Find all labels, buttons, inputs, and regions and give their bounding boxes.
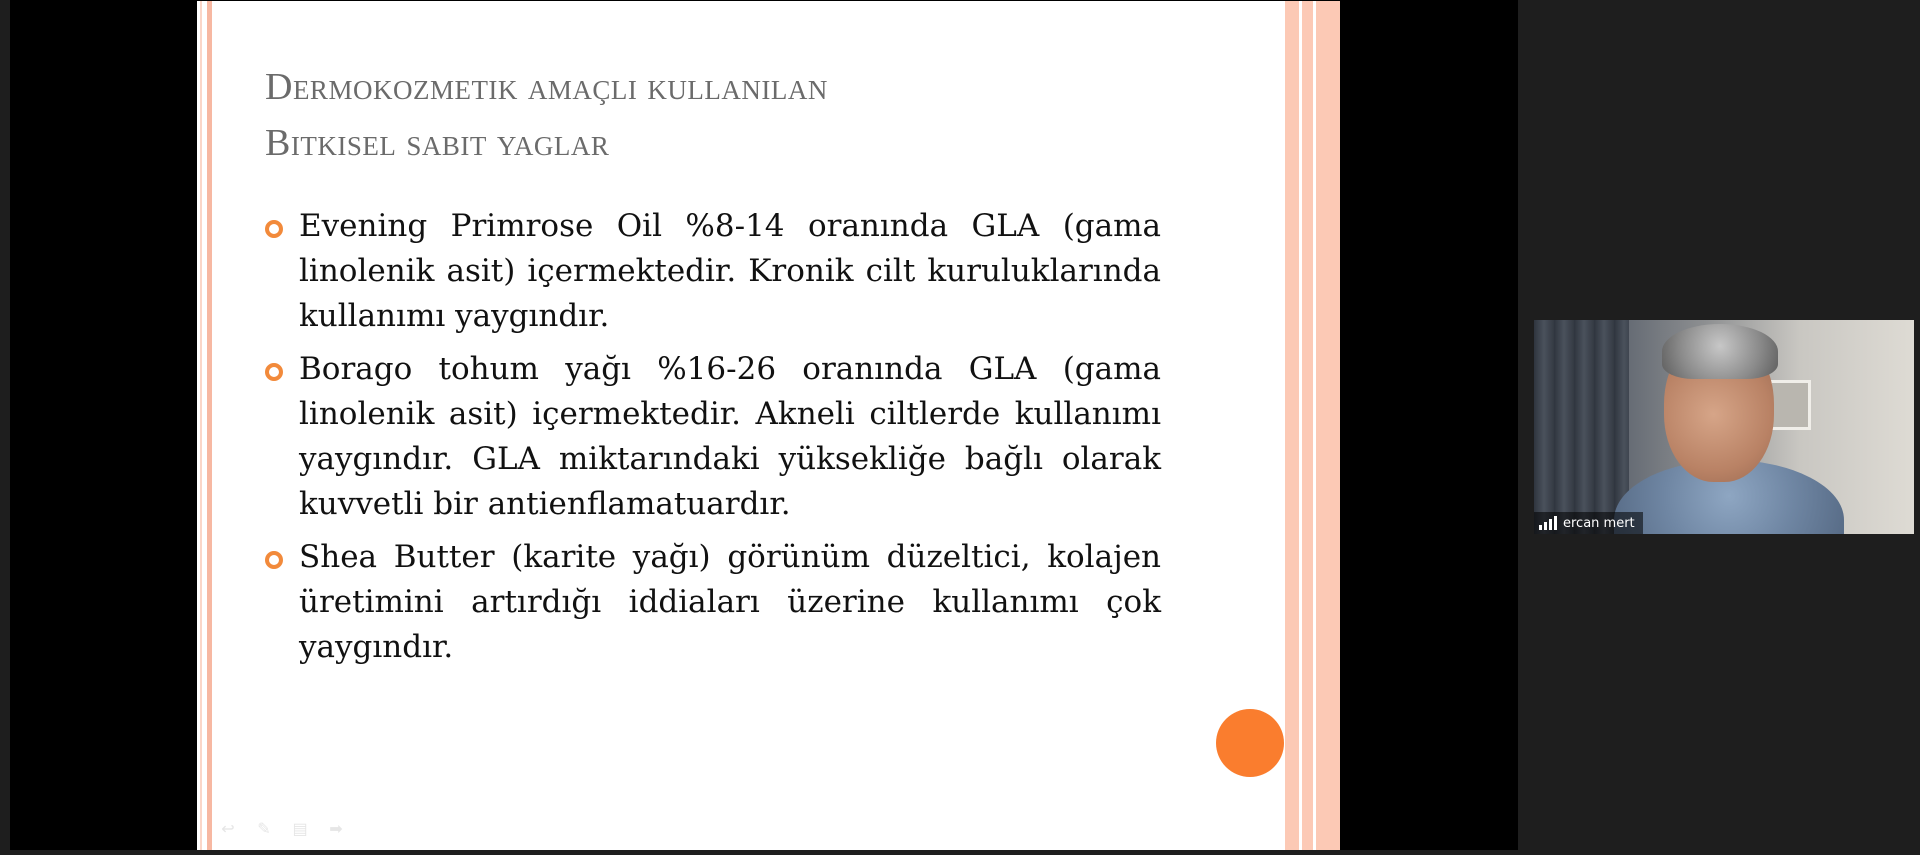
slide-right-band: [1285, 1, 1340, 850]
bullet-ring-icon: [265, 551, 283, 569]
decorative-circle: [1216, 709, 1284, 777]
bullet-item: [265, 204, 1161, 339]
back-arrow-icon[interactable]: ↩: [221, 821, 235, 838]
video-curtain: [1534, 320, 1629, 534]
slides-menu-icon[interactable]: ▤: [292, 821, 308, 838]
participant-hair: [1662, 324, 1778, 379]
band-stripe: [1313, 1, 1316, 850]
bullet-ring-icon: [265, 220, 283, 238]
bullet-item: [265, 347, 1161, 527]
slide-title: [265, 59, 1165, 171]
bullet-item: [265, 535, 1161, 670]
participant-name: ercan mert: [1563, 515, 1635, 531]
slide-controls: [217, 819, 347, 839]
slide-left-rule: [207, 1, 212, 850]
band-stripe: [1299, 1, 1302, 850]
pen-icon[interactable]: ✎: [257, 821, 271, 838]
screen-share-area: [10, 0, 1518, 850]
bullet-text: Borago tohum yağı %16-26 oranında GLA (gama linolenik asit) içermektedir. Akneli ciltlerde kullanımı yaygındır. GLA miktarındaki yüksekliğe bağlı olarak kuvvetli bir antienflamatuardır.: [299, 351, 1161, 522]
slide-title-line-1: Dermokozmetik amaçlı kullanılan: [265, 66, 828, 108]
presentation-slide: [197, 1, 1340, 850]
participant-name-bar: [1534, 512, 1643, 534]
slide-title-line-2: Bitkisel sabit yaglar: [265, 122, 610, 164]
participant-video-tile[interactable]: [1534, 320, 1914, 534]
forward-arrow-icon[interactable]: ➡: [329, 821, 343, 838]
signal-bars-icon: [1539, 516, 1557, 530]
bullet-ring-icon: [265, 363, 283, 381]
bullet-text: Evening Primrose Oil %8-14 oranında GLA (gama linolenik asit) içermektedir. Kronik cilt kuruluklarında kullanımı yaygındır.: [299, 208, 1161, 334]
bullet-text: Shea Butter (karite yağı) görünüm düzeltici, kolajen üretimini artırdığı iddiaları üzerine kullanımı çok yaygındır.: [299, 539, 1161, 665]
slide-left-rule-thin: [200, 1, 202, 850]
bullet-list: [265, 204, 1161, 678]
wall-frame: [1769, 380, 1811, 430]
